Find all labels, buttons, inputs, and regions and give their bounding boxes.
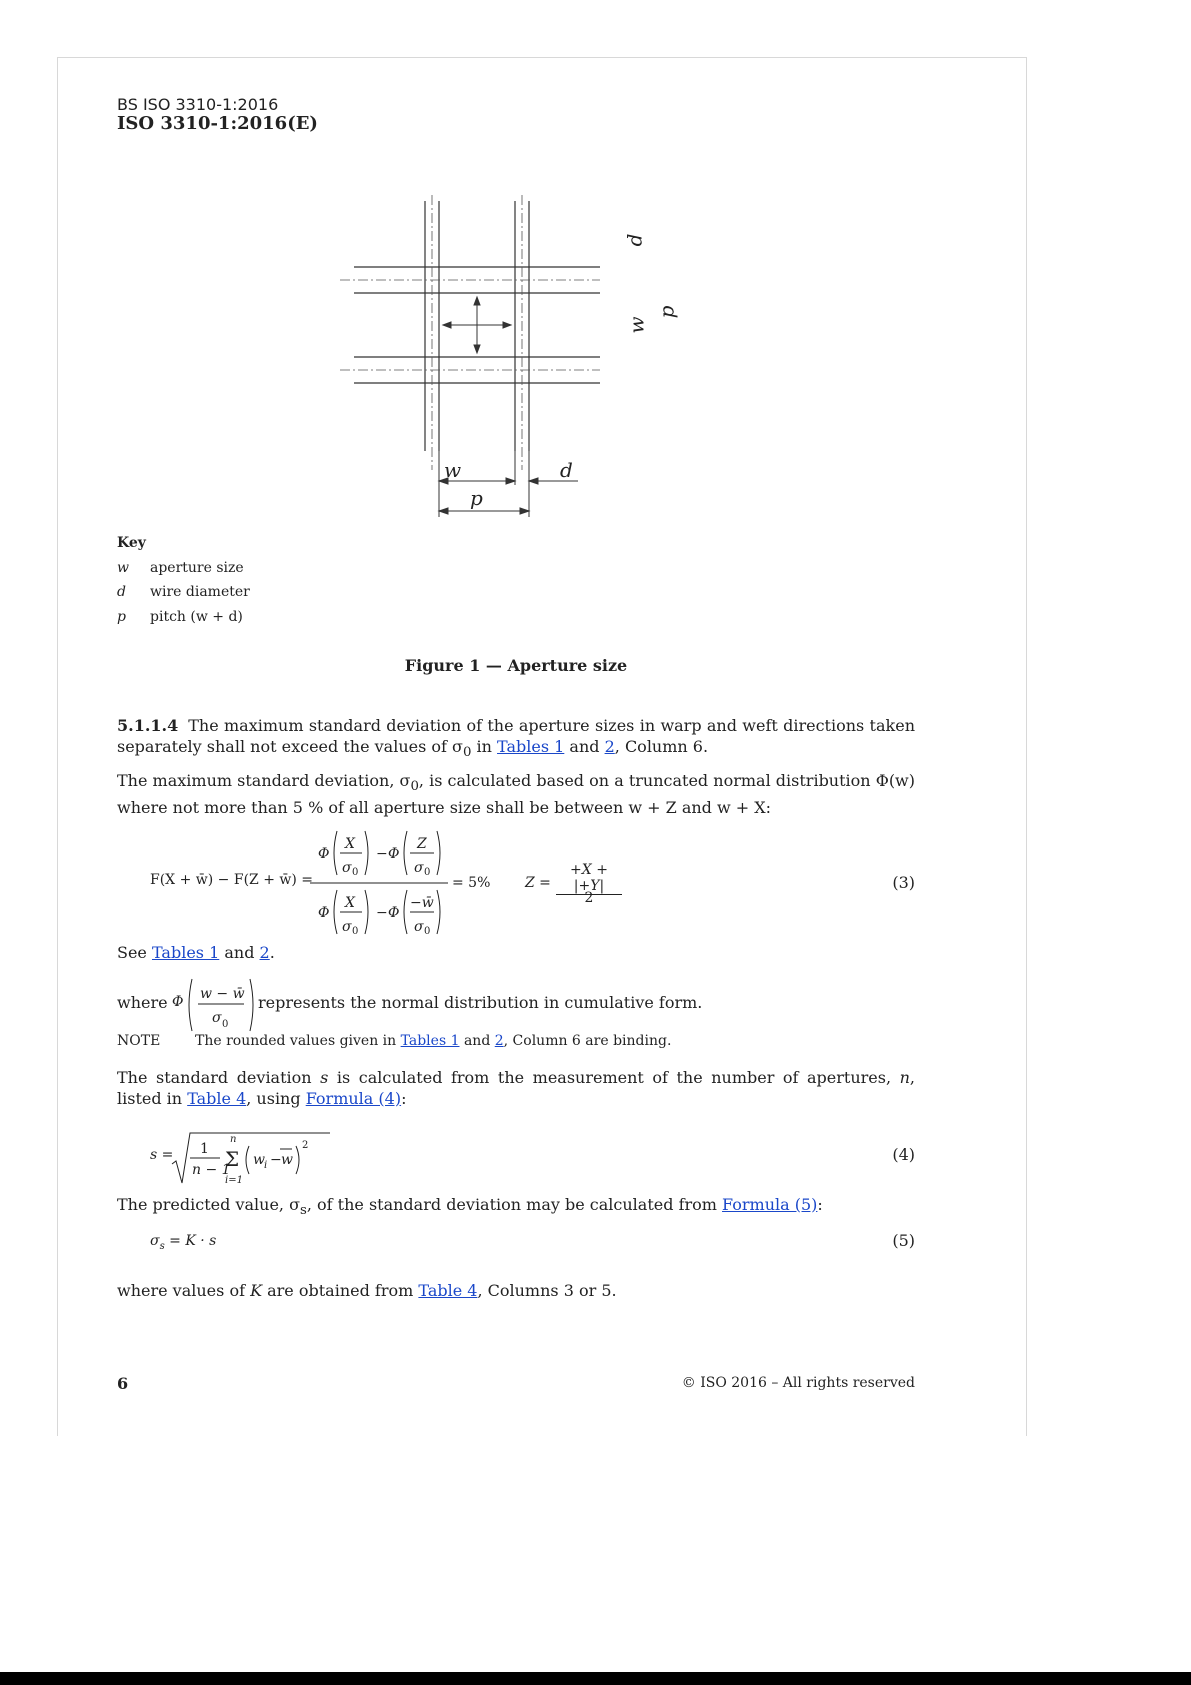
note-label: NOTE (117, 1033, 161, 1049)
max-std-paragraph: The maximum standard deviation, $\sigma_0$, is calculated based on a truncated normal distribution Φ(w) where not more than 5 % of all aperture size shall be between w + Z and w + X: (117, 771, 915, 818)
key-symbol: w (117, 560, 129, 576)
key-description: pitch (w + d) (150, 609, 243, 625)
svg-text:X: X (345, 895, 355, 911)
std-deviation-paragraph: The standard deviation s is calculated from the measurement of the number of apertures, n, listed in Table 4, using Formula (4): (117, 1068, 916, 1108)
formula-4-lhs: s = (150, 1147, 174, 1163)
formula-3-lhs: F(X + w̄) − F(Z + w̄) = (150, 872, 314, 888)
svg-text:0: 0 (222, 1019, 229, 1030)
svg-text:Φ: Φ (318, 846, 330, 862)
link-tables-1[interactable]: Tables 1 (151, 943, 220, 962)
predicted-value-paragraph: The predicted value, $\sigma_s$, of the standard deviation may be calculated from Formula (5): (117, 1195, 823, 1219)
key-symbol: d (117, 584, 126, 600)
formula-3-equals: = 5% (452, 875, 491, 891)
formula-3-number: (3) (892, 873, 915, 892)
key-description: wire diameter (150, 584, 250, 600)
where-phi-symbol: Φ (172, 994, 184, 1010)
fig-label-p-right: p (654, 305, 679, 319)
svg-text:i: i (264, 1160, 268, 1171)
see-tables-line: See Tables 1 and 2. (117, 943, 275, 962)
link-table-2[interactable]: 2 (259, 943, 270, 962)
k-values-paragraph: where values of K are obtained from Table 4, Columns 3 or 5. (117, 1281, 617, 1300)
aperture-size-figure (340, 195, 600, 535)
where-phi-text: represents the normal distribution in cumulative form. (258, 993, 703, 1012)
link-tables-1[interactable]: Tables 1 (400, 1033, 460, 1049)
copyright: © ISO 2016 – All rights reserved (681, 1375, 915, 1391)
svg-text:σ: σ (414, 860, 424, 876)
fig-label-d-bottom: d (560, 458, 573, 482)
svg-text:Φ: Φ (318, 905, 330, 921)
svg-text:Φ: Φ (388, 846, 400, 862)
formula-5-number: (5) (892, 1231, 915, 1250)
bottom-bar (0, 1672, 1191, 1685)
svg-text:σ: σ (342, 919, 352, 935)
bs-standard-header: BS ISO 3310-1:2016 (117, 95, 279, 114)
key-symbol: p (117, 609, 126, 625)
formula-3-z-numerator: +X + |+Y| (556, 862, 622, 895)
figure-caption: Figure 1 — Aperture size (404, 656, 628, 675)
iso-standard-header: ISO 3310-1:2016(E) (117, 113, 318, 134)
svg-text:i=1: i=1 (225, 1175, 243, 1186)
svg-text:0: 0 (352, 867, 359, 878)
link-table-2[interactable]: 2 (604, 737, 615, 756)
link-formula-4[interactable]: Formula (4) (305, 1089, 402, 1108)
svg-text:n − 1: n − 1 (192, 1162, 231, 1178)
svg-text:σ: σ (414, 919, 424, 935)
formula-3-z-denominator: 2 (584, 890, 594, 906)
svg-text:σ: σ (342, 860, 352, 876)
svg-text:2: 2 (302, 1140, 309, 1151)
key-row-p (117, 609, 243, 625)
fig-label-w-bottom: w (444, 458, 462, 482)
fig-label-w-right: w (624, 316, 649, 334)
svg-text:Z: Z (417, 836, 427, 852)
formula-4-number: (4) (892, 1145, 915, 1164)
key-row-d (117, 584, 250, 600)
svg-text:w − w̄: w − w̄ (200, 986, 245, 1002)
fig-label-p-bottom: p (470, 486, 483, 510)
svg-text:0: 0 (424, 926, 431, 937)
svg-text:0: 0 (352, 926, 359, 937)
link-table-2[interactable]: 2 (494, 1033, 504, 1049)
formula-3-z-lhs: Z = (525, 875, 551, 891)
link-formula-5[interactable]: Formula (5) (722, 1195, 818, 1214)
note: NOTE The rounded values given in Tables 1 and 2, Column 6 are binding. (117, 1033, 672, 1049)
fig-label-d-right: d (622, 233, 647, 247)
key-title: Key (117, 535, 146, 551)
where-word: where (117, 993, 168, 1012)
link-table-4[interactable]: Table 4 (187, 1089, 247, 1108)
page-number: 6 (117, 1374, 129, 1393)
link-table-4[interactable]: Table 4 (418, 1281, 478, 1300)
svg-text:X: X (345, 836, 355, 852)
svg-text:w: w (253, 1152, 265, 1168)
formula-4-expression (170, 1128, 330, 1188)
svg-text:−: − (376, 905, 388, 921)
formula-5: $\sigma_s = K \cdot s$ (150, 1233, 217, 1252)
svg-text:n: n (230, 1134, 237, 1145)
svg-text:0: 0 (424, 867, 431, 878)
svg-text:Φ: Φ (388, 905, 400, 921)
svg-text:Σ: Σ (225, 1147, 240, 1171)
svg-text:w: w (281, 1152, 293, 1168)
svg-text:−: − (376, 846, 388, 862)
svg-text:1: 1 (200, 1141, 209, 1157)
section-5-1-1-4: 5.1.1.4 The maximum standard deviation of the aperture sizes in warp and weft directions taken separately shall not exceed the values of $\sigma_0$ in Tables 1 and 2, Column 6. (117, 716, 915, 761)
svg-text:−w̄: −w̄ (410, 895, 434, 911)
svg-text:σ: σ (212, 1010, 222, 1026)
link-tables-1[interactable]: Tables 1 (497, 737, 565, 756)
key-row-w (117, 560, 244, 576)
where-phi-fraction (186, 977, 256, 1033)
key-description: aperture size (150, 560, 244, 576)
svg-text:−: − (270, 1152, 282, 1168)
section-number: 5.1.1.4 (117, 716, 179, 735)
